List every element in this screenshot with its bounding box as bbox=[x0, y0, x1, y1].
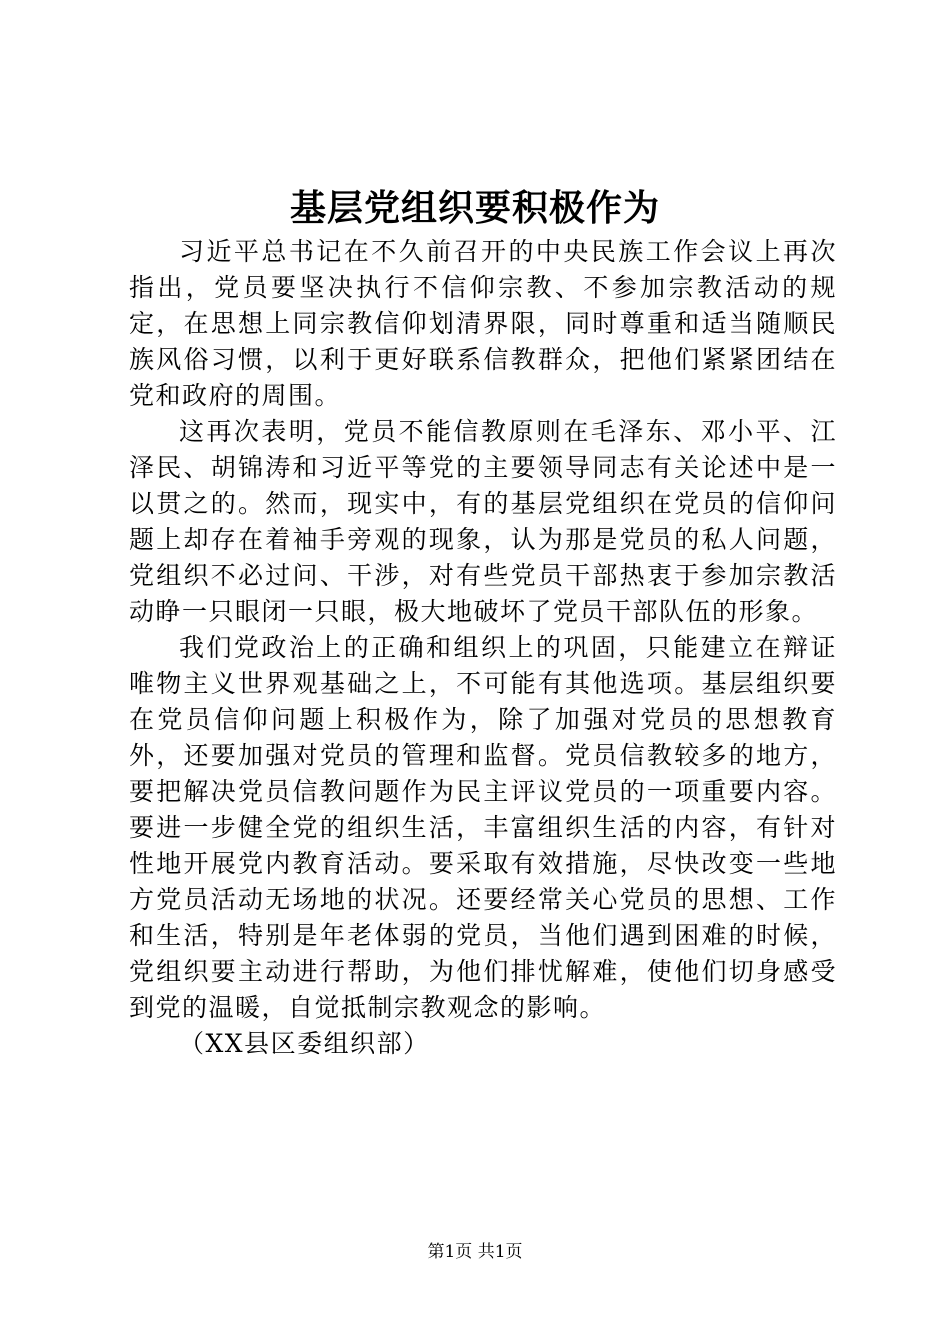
page-number-label: 第1页 共1页 bbox=[427, 1242, 523, 1262]
body-paragraph-2: 这再次表明，党员不能信教原则在毛泽东、邓小平、江泽民、胡锦涛和习近平等党的主要领导同志有关论述中是一以贯之的。然而，现实中，有的基层党组织在党员的信仰问题上却存在着袖手旁观的现象，认为那是党员的私人问题，党组织不必过问、干涉，对有些党员干部热衷于参加宗教活动睁一只眼闭一只眼，极大地破坏了党员干部队伍的形象。 bbox=[129, 417, 837, 626]
document-signature: （XX县区委组织部） bbox=[179, 1029, 430, 1058]
page-footer bbox=[0, 1240, 950, 1264]
body-paragraph-1: 习近平总书记在不久前召开的中央民族工作会议上再次指出，党员要坚决执行不信仰宗教、不参加宗教活动的规定，在思想上同宗教信仰划清界限，同时尊重和适当随顺民族风俗习惯，以利于更好联系信教群众，把他们紧紧团结在党和政府的周围。 bbox=[129, 237, 837, 410]
document-body bbox=[129, 234, 837, 1062]
body-paragraph-3: 我们党政治上的正确和组织上的巩固，只能建立在辩证唯物主义世界观基础之上，不可能有其他选项。基层组织要在党员信仰问题上积极作为，除了加强对党员的思想教育外，还要加强对党员的管理和监督。党员信教较多的地方，要把解决党员信教问题作为民主评议党员的一项重要内容。要进一步健全党的组织生活，丰富组织生活的内容，有针对性地开展党内教育活动。要采取有效措施，尽快改变一些地方党员活动无场地的状况。还要经常关心党员的思想、工作和生活，特别是年老体弱的党员，当他们遇到困难的时候，党组织要主动进行帮助，为他们排忧解难，使他们切身感受到党的温暖，自觉抵制宗教观念的影响。 bbox=[129, 633, 837, 1022]
document-title: 基层党组织要积极作为 bbox=[289, 187, 660, 229]
